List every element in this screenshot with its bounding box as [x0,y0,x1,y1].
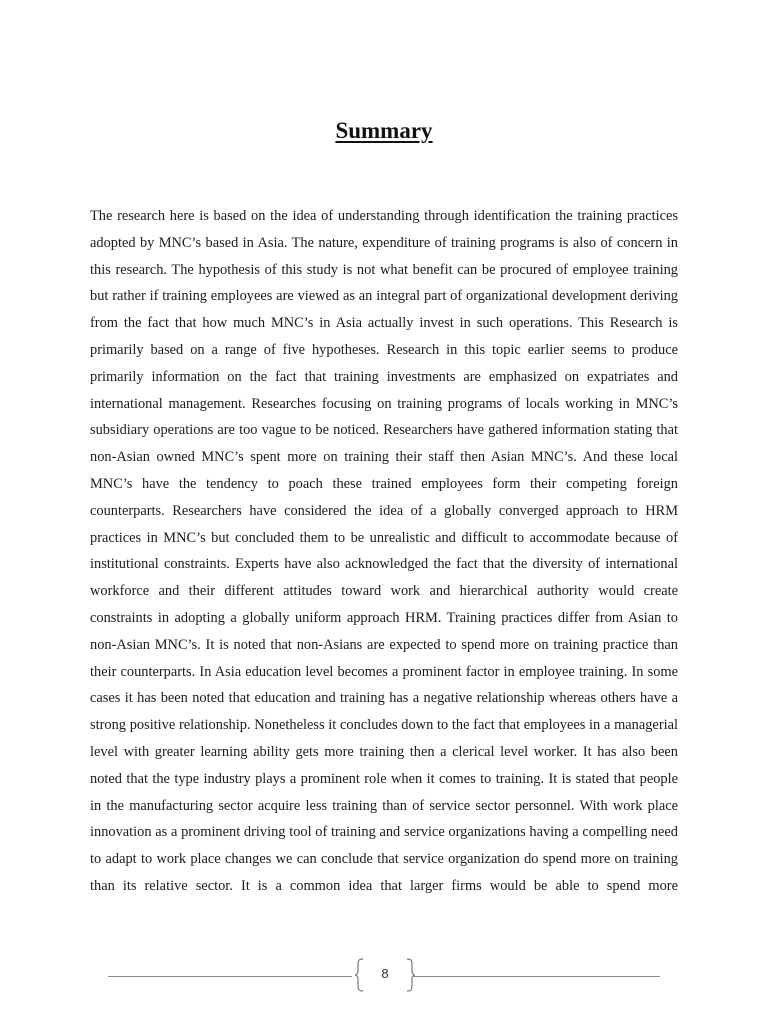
page-number: 8 [381,966,389,981]
footer-rule-right [412,976,660,977]
right-brace-icon [406,958,416,992]
left-brace-icon [354,958,364,992]
page-footer [108,956,660,994]
page-title: Summary [335,118,433,143]
footer-rule-left [108,976,352,977]
summary-paragraph: The research here is based on the idea of understanding through identification the training practices adopted by MNC’s based in Asia. The nature, expenditure of training programs is also of concern in this research. The hypothesis of this study is not what benefit can be procured of employee training but rather if training employees are viewed as an integral part of organizational development deriving from the fact that how much MNC’s in Asia actually invest in such operations. This Research is primarily based on a range of five hypotheses. Research in this topic earlier seems to produce primarily information on the fact that training investments are emphasized on expatriates and international management. Researches focusing on training programs of locals working in MNC’s subsidiary operations are too vague to be noticed. Researchers have gathered information stating that non-Asian owned MNC’s spent more on training their staff then Asian MNC’s. And these local MNC’s have the tendency to poach these trained employees form their competing foreign counterparts. Researchers have considered the idea of a globally converged approach to HRM practices in MNC’s but concluded them to be unrealistic and difficult to accommodate because of institutional constraints. Experts have also acknowledged the fact that the diversity of international workforce and their different attitudes toward work and hierarchical authority would create constraints in adopting a globally uniform approach HRM. Training practices differ from Asian to non-Asian MNC’s. It is noted that non-Asians are expected to spend more on training practice than their counterparts. In Asia education level becomes a prominent factor in employee training. In some cases it has been noted that education and training has a negative relationship whereas others have a strong positive relationship. Nonetheless it concludes down to the fact that employees in a managerial level with greater learning ability gets more training then a clerical level worker. It has also been noted that the type industry plays a prominent role when it comes to training. It is stated that people in the manufacturing sector acquire less training than of service sector personnel. With work place innovation as a prominent driving tool of training and service organizations having a compelling need to adapt to work place changes we can conclude that service organization do spend more on training than its relative sector. It is a common idea that larger firms would be able to spend more [90,208,678,894]
